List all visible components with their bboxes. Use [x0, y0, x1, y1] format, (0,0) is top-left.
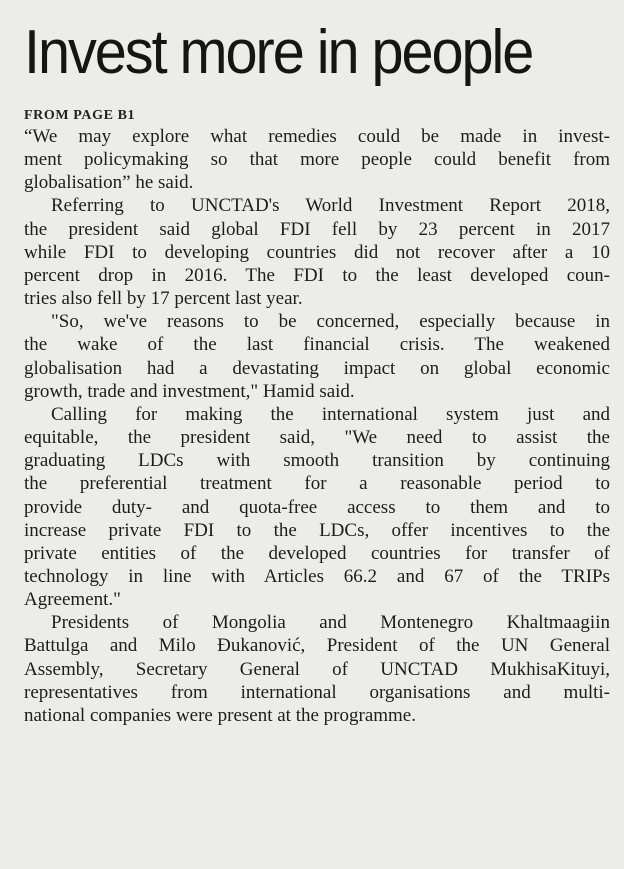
text-line: tries also fell by 17 percent last year. [24, 288, 303, 310]
headline: Invest more in people [24, 18, 533, 87]
text-line: the president said global FDI fell by 23 percent in 2017 [24, 218, 610, 240]
text-line: national companies were present at the programme. [24, 704, 416, 726]
text-line: the wake of the last financial crisis. The weakened [24, 334, 610, 356]
text-line: Battulga and Milo Đukanović, President of the UN General [24, 635, 610, 657]
text-line: technology in line with Articles 66.2 and 67 of the TRIPs [24, 565, 610, 587]
text-line: provide duty- and quota-free access to them and to [24, 496, 610, 518]
text-line: "So, we've reasons to be concerned, especially because in [51, 311, 610, 333]
text-line: graduating LDCs with smooth transition by continuing [24, 450, 610, 472]
article-paragraph [24, 310, 610, 403]
text-line: globalisation” he said. [24, 172, 194, 194]
text-line: Presidents of Mongolia and Montenegro Khaltmaagiin [51, 612, 610, 634]
text-line: globalisation had a devastating impact on global economic [24, 357, 610, 379]
article-paragraph [24, 125, 610, 194]
text-line: ment policymaking so that more people could benefit from [24, 149, 610, 171]
text-line: growth, trade and investment," Hamid said. [24, 380, 355, 402]
text-line: increase private FDI to the LDCs, offer incentives to the [24, 519, 610, 541]
text-line: Assembly, Secretary General of UNCTAD MukhisaKituyi, [24, 658, 610, 680]
text-line: “We may explore what remedies could be made in invest- [24, 126, 610, 147]
article-paragraph [24, 611, 610, 727]
text-line: the preferential treatment for a reasonable period to [24, 473, 610, 495]
article-paragraph [24, 403, 610, 611]
article-paragraph [24, 194, 610, 310]
text-line: private entities of the developed countries for transfer of [24, 542, 610, 564]
text-line: Calling for making the international system just and [51, 403, 610, 425]
text-line: representatives from international organisations and multi- [24, 681, 610, 703]
jump-label: FROM PAGE B1 [24, 108, 136, 123]
text-line: Referring to UNCTAD's World Investment Report 2018, [51, 195, 610, 217]
text-line: while FDI to developing countries did not recover after a 10 [24, 241, 610, 263]
text-line: percent drop in 2016. The FDI to the least developed coun- [24, 264, 610, 286]
text-line: Agreement." [24, 589, 121, 611]
text-line: equitable, the president said, "We need to assist the [24, 427, 610, 449]
article-body [24, 125, 610, 727]
